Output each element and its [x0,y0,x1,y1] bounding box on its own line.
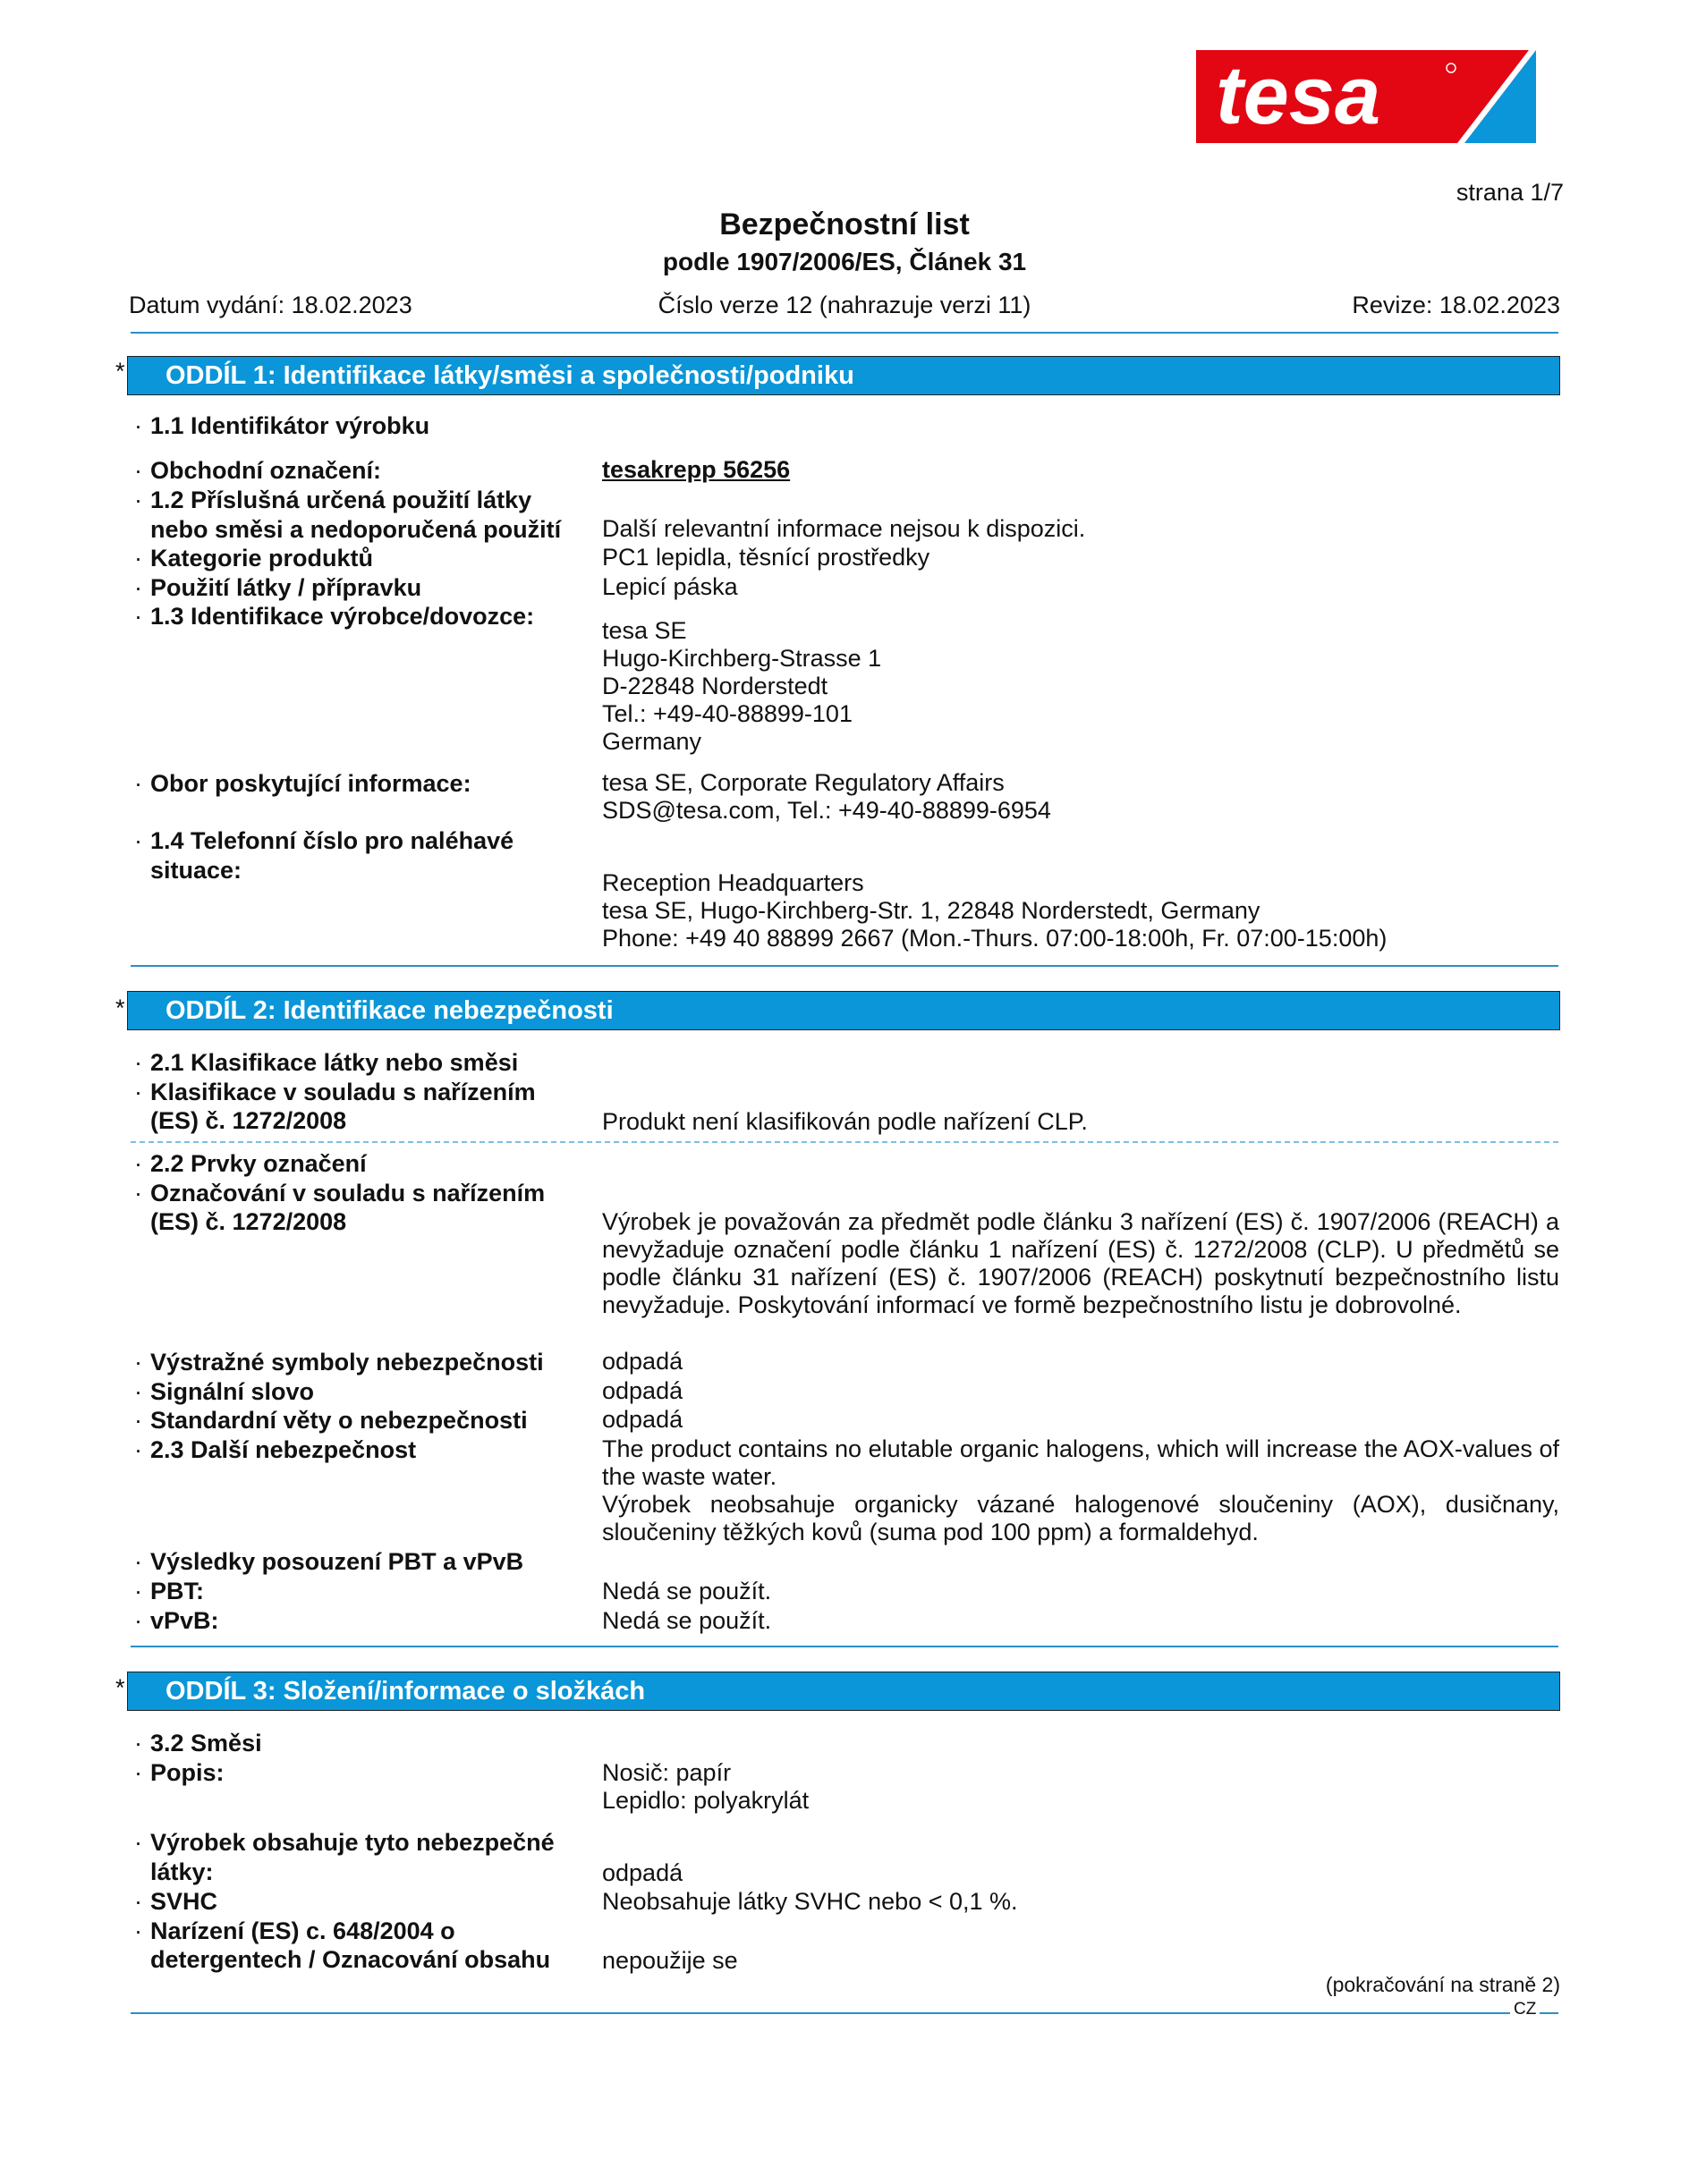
hazard-statements: odpadá [602,1406,683,1433]
manufacturer-address: tesa SE Hugo-Kirchberg-Strasse 1 D-22848 Norderstedt Tel.: +49-40-88899-101 Germany [602,617,882,755]
subsection-divider [131,1141,1558,1143]
label-manufacturer: · 1.3 Identifikace výrobce/dovozce: [134,603,535,630]
changed-marker: * [115,358,125,385]
label-labelling-clp-1: · Označování v souladu s nařízením [134,1180,546,1206]
issue-date: Datum vydání: 18.02.2023 [129,292,412,318]
other-hazards-cz: Výrobek neobsahuje organicky vázané halogenové sloučeniny (AOX), dusičnany, sloučeniny těžkých kovů (suma pod 100 ppm) a formaldehyd. [602,1491,1559,1545]
label-classification-clp-1: · Klasifikace v souladu s nařízením [134,1079,536,1105]
label-uses-2: nebo směsi a nedoporučená použití [150,516,562,543]
version-number: Číslo verze 12 (nahrazuje verzi 11) [658,292,1031,318]
label-classification-clp-2: (ES) č. 1272/2008 [150,1107,347,1134]
other-hazards-en: The product contains no elutable organic halogens, which will increase the AOX-values of the waste water. [602,1435,1559,1490]
pbt-value: Nedá se použít. [602,1578,772,1604]
section-3-heading: ODDÍL 3: Složení/informace o složkách [127,1672,1560,1711]
section-2-heading: ODDÍL 2: Identifikace nebezpečnosti [127,991,1560,1030]
label-label-elements: · 2.2 Prvky označení [134,1150,367,1177]
label-vpvb: · vPvB: [134,1607,219,1634]
label-uses-1: · 1.2 Příslušná určená použití látky [134,487,532,513]
page-number: strana 1/7 [1456,179,1564,206]
label-pbt: · PBT: [134,1578,204,1604]
header-rule [131,332,1558,334]
document-title: Bezpečnostní list [719,207,970,241]
continued-note: (pokračování na straně 2) [1325,1973,1560,1996]
changed-marker: * [115,1674,125,1701]
vpvb-value: Nedá se použít. [602,1607,772,1634]
uses-value: Další relevantní informace nejsou k dispozici. [602,515,1086,542]
hazardous-substances: odpadá [602,1859,683,1886]
tesa-logo-icon [1196,50,1536,143]
label-svhc: · SVHC [134,1888,218,1915]
label-pbt-results: · Výsledky posouzení PBT a vPvB [134,1548,524,1575]
signal-word: odpadá [602,1377,683,1404]
product-category: PC1 lepidla, těsnící prostředky [602,544,930,571]
label-classification: · 2.1 Klasifikace látky nebo směsi [134,1049,519,1076]
label-emergency-phone-2: situace: [150,857,242,884]
label-substance-use: · Použití látky / přípravku [134,574,422,601]
revision-date: Revize: 18.02.2023 [1352,292,1560,318]
tesa-logo [1196,50,1536,143]
label-labelling-clp-2: (ES) č. 1272/2008 [150,1208,347,1235]
section-1-rule [131,965,1558,967]
label-detergents-2: detergentech / Oznacování obsahu [150,1946,551,1973]
hazard-pictograms: odpadá [602,1348,683,1375]
changed-marker: * [115,995,125,1021]
description-value: Nosič: papír Lepidlo: polyakrylát [602,1759,810,1814]
label-product-identifier: · 1.1 Identifikátor výrobku [134,412,430,439]
label-other-hazards: · 2.3 Další nebezpečnost [134,1436,417,1463]
label-hazard-statements: · Standardní věty o nebezpečnosti [134,1407,528,1434]
label-description: · Popis: [134,1759,225,1786]
label-emergency-phone-1: · 1.4 Telefonní číslo pro naléhavé [134,827,514,854]
label-product-category: · Kategorie produktů [134,545,374,571]
label-trade-name: · Obchodní označení: [134,457,382,484]
label-hazard-pictograms: · Výstražné symboly nebezpečnosti [134,1349,544,1376]
label-signal-word: · Signální slovo [134,1378,315,1405]
substance-use: Lepicí páska [602,573,738,600]
label-hazardous-substances-1: · Výrobek obsahuje tyto nebezpečné [134,1829,555,1856]
emergency-contact: Reception Headquarters tesa SE, Hugo-Kirchberg-Str. 1, 22848 Norderstedt, Germany Phone: +49 40 88899 2667 (Mon.-Thurs. 07:00-18:00h, Fr. 07:00-15:00h) [602,869,1388,952]
logo-wordmark: tesa [1216,50,1381,141]
section-2-rule [131,1646,1558,1647]
classification-value: Produkt není klasifikován podle nařízení CLP. [602,1108,1088,1135]
label-info-department: · Obor poskytující informace: [134,770,471,797]
document-subtitle: podle 1907/2006/ES, Článek 31 [662,248,1027,275]
labelling-value: Výrobek je považován za předmět podle článku 3 nařízení (ES) č. 1907/2006 (REACH) a nevyžaduje označení podle článku 1 nařízení (ES) č. 1272/2008 (CLP). U předmětů se podle článku 31 nařízení (ES) č. 1907/2006 (REACH) poskytnutí bezpečnostního listu nevyžaduje. Poskytování informací ve formě bezpečnostního listu je dobrovolné. [602,1208,1559,1318]
svhc-value: Neobsahuje látky SVHC nebo < 0,1 %. [602,1888,1018,1915]
section-1-heading: ODDÍL 1: Identifikace látky/směsi a společnosti/podniku [127,356,1560,395]
label-mixtures: · 3.2 Směsi [134,1730,262,1757]
language-code: CZ [1510,2000,1540,2019]
label-detergents-1: · Narízení (ES) c. 648/2004 o [134,1917,455,1944]
detergents-value: nepoužije se [602,1947,738,1974]
label-hazardous-substances-2: látky: [150,1858,214,1885]
trade-name: tesakrepp 56256 [602,456,791,483]
info-department: tesa SE, Corporate Regulatory Affairs SDS@tesa.com, Tel.: +49-40-88899-6954 [602,769,1051,824]
footer-rule [131,2012,1558,2014]
